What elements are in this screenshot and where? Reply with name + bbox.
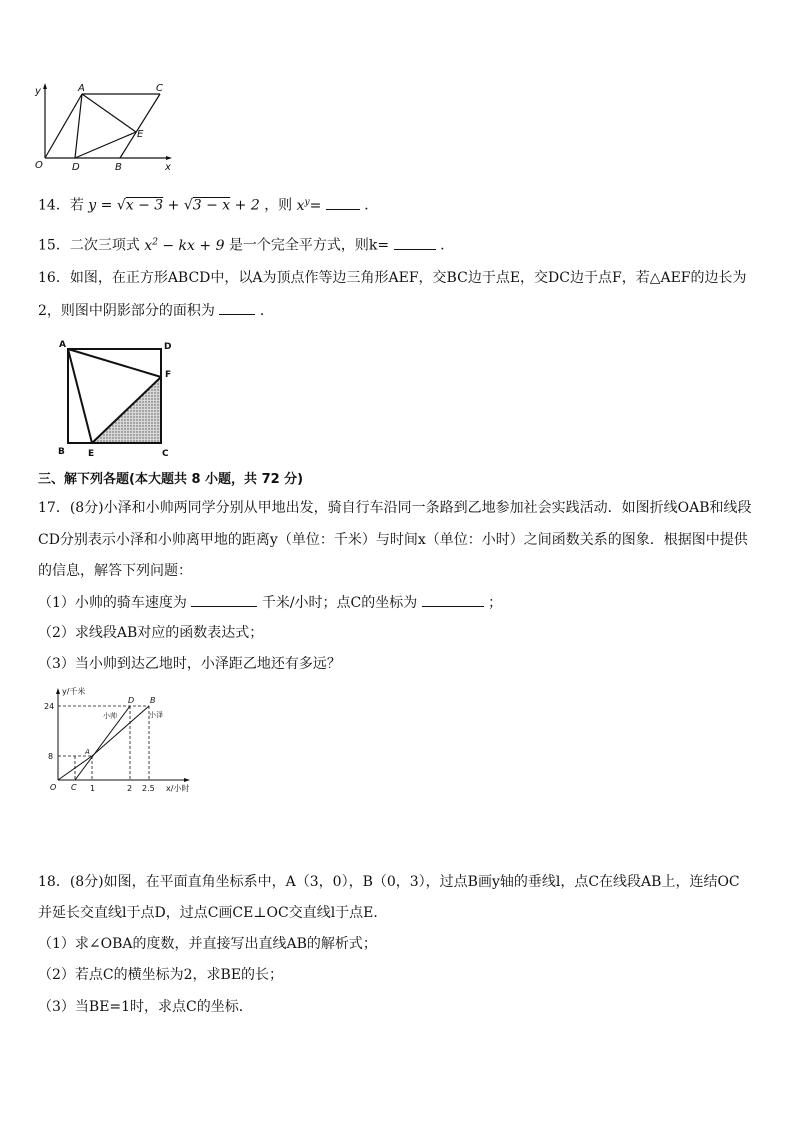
q14-prefix: 14．若 — [38, 197, 84, 214]
label-b: B — [58, 447, 65, 457]
figure-coordinate-parallelogram — [30, 80, 190, 175]
segment-de — [75, 132, 136, 158]
question-17-line-1: 17．(8分)小泽和小帅两同学分别从甲地出发，骑自行车沿同一条路到乙地参加社会实践活动．如图折线OAB和线段 — [38, 500, 752, 516]
segment-ab — [92, 706, 149, 756]
question-15 — [38, 232, 445, 256]
label-c: C — [162, 449, 169, 459]
q15-prefix: 15．二次三项式 — [38, 237, 140, 254]
label-xiaoshuai: 小帅 — [103, 712, 117, 720]
label-c: C — [71, 783, 77, 792]
tick-2: 2 — [127, 784, 133, 793]
q17-speed-blank[interactable] — [191, 592, 257, 607]
segment-ae — [82, 94, 136, 132]
question-17-sub-2: （2）求线段AB对应的函数表达式； — [38, 625, 264, 641]
tick-24: 24 — [44, 702, 55, 711]
label-x: x — [165, 162, 171, 173]
question-18-sub-2: （2）若点C的横坐标为2，求BE的长； — [38, 967, 284, 983]
q15-tail: . — [440, 237, 445, 254]
tick-8: 8 — [48, 752, 54, 761]
question-18-sub-1: （1）求∠OBA的度数，并直接写出直线AB的解析式； — [38, 936, 377, 952]
section-3-title: 三、解下列各题(本大题共 8 小题，共 72 分) — [38, 472, 304, 487]
question-17-line-2: CD分别表示小泽和小帅离甲地的距离y（单位：千米）与时间x（单位：小时）之间函数关系的图象．根据图中提供 — [38, 532, 748, 548]
label-xiaoze: 小泽 — [149, 711, 163, 719]
question-17-line-3: 的信息，解答下列问题： — [38, 563, 192, 579]
label-y: y — [35, 86, 41, 97]
label-e: E — [88, 449, 95, 459]
question-17-sub-1 — [38, 592, 502, 613]
label-a: A — [78, 83, 85, 94]
q17-sub1-b: 千米/小时；点C的坐标为 — [261, 595, 418, 611]
q16-line2-text: 2，则图中阴影部分的面积为 — [38, 303, 215, 319]
label-a: A — [59, 340, 66, 350]
label-e: E — [137, 129, 144, 140]
label-b: B — [115, 162, 122, 173]
question-16-line-1: 16．如图，在正方形ABCD中，以A为顶点作等边三角形AEF，交BC边于点E，交DC边于点F，若△AEF的边长为 — [38, 270, 747, 286]
q15-formula: $x^2$ − kx + 9 — [144, 237, 225, 254]
q17-sub1-a: （1）小帅的骑车速度为 — [38, 595, 187, 611]
q17-sub1-c: ； — [488, 595, 503, 611]
label-c: C — [156, 83, 163, 94]
label-a: A — [85, 748, 90, 756]
segment-cb — [120, 94, 160, 158]
figure-square-triangle — [55, 335, 185, 460]
question-16-line-2 — [38, 300, 274, 321]
q15-answer-blank[interactable] — [394, 235, 436, 250]
q17-point-c-blank[interactable] — [422, 592, 484, 607]
label-b: B — [150, 696, 156, 705]
label-o: O — [50, 783, 57, 792]
segment-ae — [68, 349, 92, 443]
q16-answer-blank[interactable] — [219, 300, 255, 315]
label-o: O — [35, 160, 43, 171]
axis-label-x: x/小时 — [166, 784, 190, 793]
label-d: D — [128, 696, 135, 705]
label-f: F — [165, 370, 172, 380]
label-d: D — [72, 162, 80, 173]
question-18-sub-3: （3）当BE=1时，求点C的坐标． — [38, 999, 253, 1015]
tick-1: 1 — [90, 784, 96, 793]
segment-af — [68, 349, 161, 377]
tick-2-5: 2.5 — [142, 784, 155, 793]
question-14 — [38, 192, 378, 216]
label-d: D — [164, 342, 172, 352]
q14-tail: ． — [364, 197, 379, 214]
q14-formula: y = √x − 3 + √3 − x + 2 — [88, 197, 260, 214]
q15-mid: 是一个完全平方式，则k= — [228, 237, 390, 254]
question-17-sub-3: （3）当小帅到达乙地时，小泽距乙地还有多远？ — [38, 656, 341, 672]
question-18-line-1: 18．(8分)如图，在平面直角坐标系中，A（3，0），B（0，3），过点B画y轴的垂线l，点C在线段AB上，连结OC — [38, 874, 740, 890]
q16-line2-tail: ． — [259, 303, 274, 319]
question-18-line-2: 并延长交直线l于点D，过点C画CE⊥OC交直线l于点E． — [38, 905, 388, 921]
figure-distance-time-graph — [38, 684, 208, 796]
q14-expression: $x^y=$ — [296, 197, 322, 214]
q14-answer-blank[interactable] — [326, 195, 360, 210]
q14-mid: ，则 — [264, 197, 293, 214]
axis-label-y: y/千米 — [62, 687, 86, 696]
